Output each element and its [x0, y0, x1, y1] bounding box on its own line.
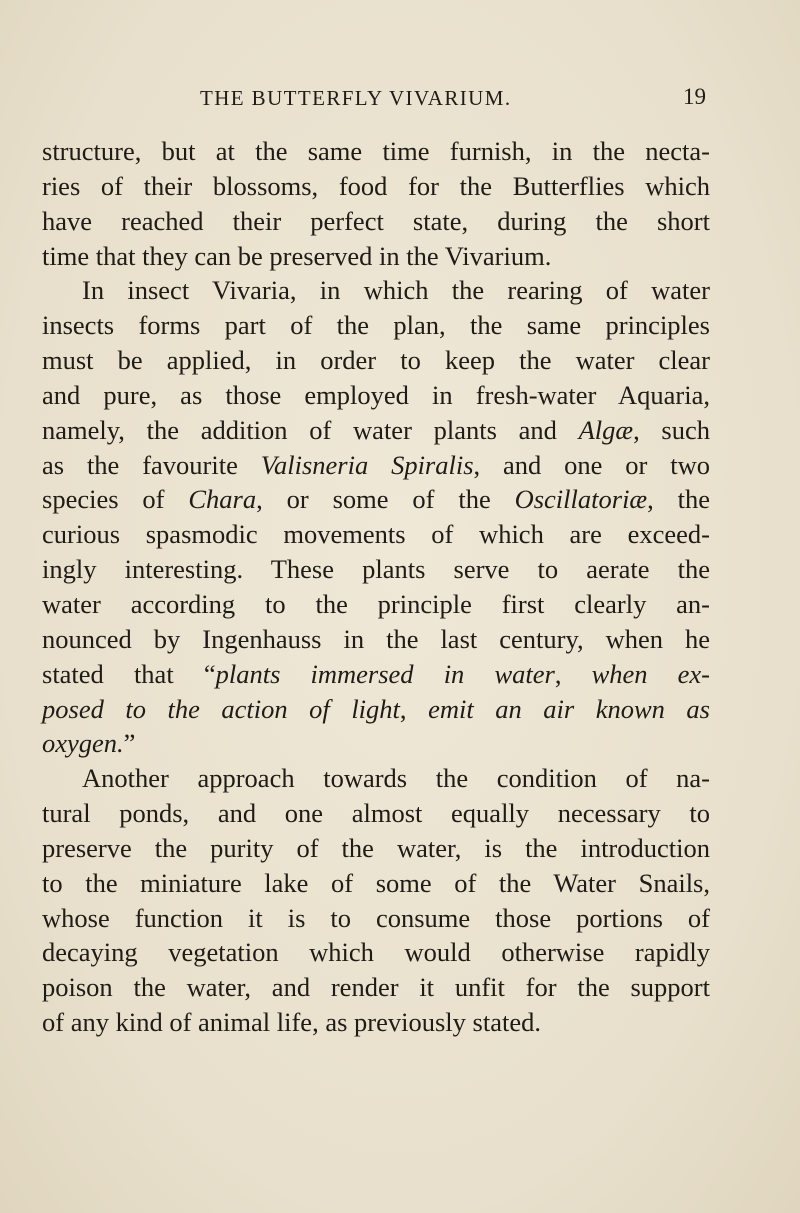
text-line: tural ponds, and one almost equally necessary to — [42, 798, 710, 829]
text-line: have reached their perfect state, during the short — [42, 205, 710, 236]
text-line: stated that “plants immersed in water, when ex- — [42, 658, 711, 689]
text-line: ries of their blossoms, food for the Butterflies which — [42, 170, 710, 201]
text-line: whose function it is to consume those portions of — [42, 902, 710, 933]
text-line: poison the water, and render it unfit for the support — [42, 972, 710, 1003]
page-number: 19 — [683, 84, 706, 109]
text-line: to the miniature lake of some of the Water Snails, — [42, 867, 710, 898]
text-line: Another approach towards the condition of na- — [82, 763, 710, 794]
body-text — [42, 134, 710, 1040]
text-line: namely, the addition of water plants and Algæ, such — [42, 414, 710, 445]
text-line: In insect Vivaria, in which the rearing of water — [82, 275, 710, 306]
text-line: and pure, as those employed in fresh-water Aquaria, — [42, 379, 710, 410]
text-line: posed to the action of light, emit an air known as — [42, 693, 710, 724]
text-line: ingly interesting. These plants serve to aerate the — [42, 554, 710, 585]
text-line: decaying vegetation which would otherwise rapidly — [42, 937, 710, 968]
page-header — [200, 86, 706, 116]
text-line: preserve the purity of the water, is the introduction — [42, 832, 710, 863]
text-line: water according to the principle first clearly an- — [42, 588, 710, 619]
text-line: time that they can be preserved in the Vivarium. — [42, 240, 552, 271]
text-line: of any kind of animal life, as previously stated. — [42, 1007, 541, 1038]
text-line: oxygen.” — [42, 728, 136, 759]
text-line: must be applied, in order to keep the water clear — [42, 345, 710, 376]
text-line: insects forms part of the plan, the same principles — [42, 310, 710, 341]
text-line: curious spasmodic movements of which are exceed- — [42, 519, 710, 550]
text-line: nounced by Ingenhauss in the last century, when he — [42, 623, 710, 654]
text-line: as the favourite Valisneria Spiralis, and one or two — [42, 449, 710, 480]
running-head: THE BUTTERFLY VIVARIUM. — [200, 86, 512, 110]
text-line: structure, but at the same time furnish, in the necta- — [42, 136, 710, 166]
text-line: species of Chara, or some of the Oscillatoriæ, the — [42, 484, 710, 515]
